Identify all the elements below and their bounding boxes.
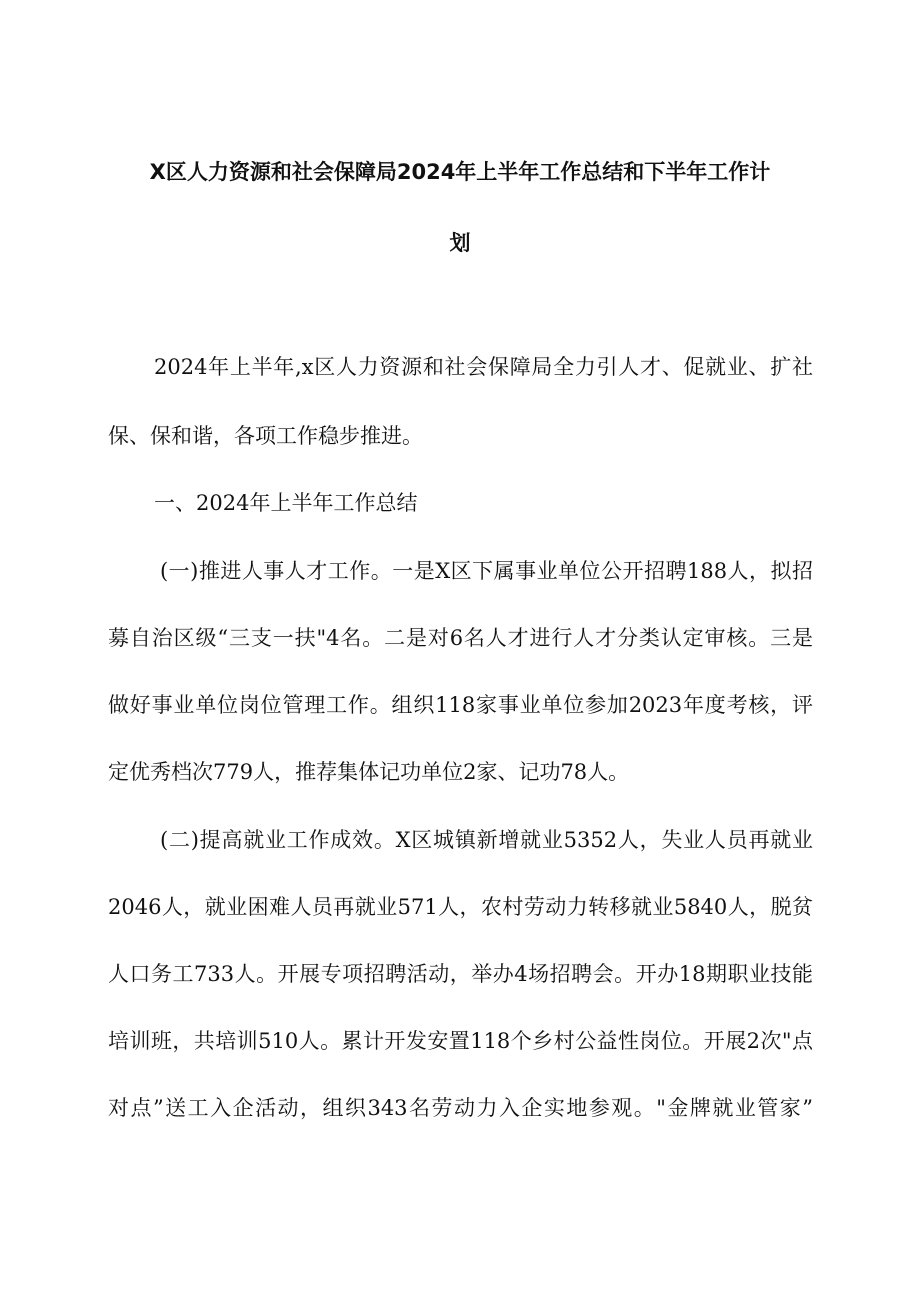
section-heading: 一、2024年上半年工作总结 bbox=[154, 491, 418, 515]
para2-line-5: 对点”送工入企活动，组织343名劳动力入企实地参观。"金牌就业管家” bbox=[108, 1096, 813, 1120]
para1-line-4: 定优秀档次779人，推荐集体记功单位2家、记功78人。 bbox=[108, 760, 630, 784]
para1-line-1: (一)推进人事人才工作。一是X区下属事业单位公开招聘188人，拟招 bbox=[160, 559, 813, 583]
para2-line-3: 人口务工733人。开展专项招聘活动，举办4场招聘会。开办18期职业技能 bbox=[108, 962, 813, 986]
para2-line-1: (二)提高就业工作成效。X区城镇新增就业5352人，失业人员再就业 bbox=[160, 828, 813, 852]
document-title-line-2: 划 bbox=[449, 231, 471, 255]
para1-line-2: 募自治区级“三支一扶"4名。二是对6名人才进行人才分类认定审核。三是 bbox=[108, 626, 813, 650]
intro-line-1: 2024年上半年,x区人力资源和社会保障局全力引人才、促就业、扩社 bbox=[154, 355, 813, 379]
para2-line-2: 2046人，就业困难人员再就业571人，农村劳动力转移就业5840人，脱贫 bbox=[108, 895, 813, 919]
para1-line-3: 做好事业单位岗位管理工作。组织118家事业单位参加2023年度考核，评 bbox=[108, 693, 813, 717]
intro-line-2: 保、保和谐，各项工作稳步推进。 bbox=[108, 424, 423, 448]
para2-line-4: 培训班，共培训510人。累计开发安置118个乡村公益性岗位。开展2次"点 bbox=[108, 1029, 813, 1053]
document-title-line-1: X区人力资源和社会保障局2024年上半年工作总结和下半年工作计 bbox=[149, 160, 771, 184]
